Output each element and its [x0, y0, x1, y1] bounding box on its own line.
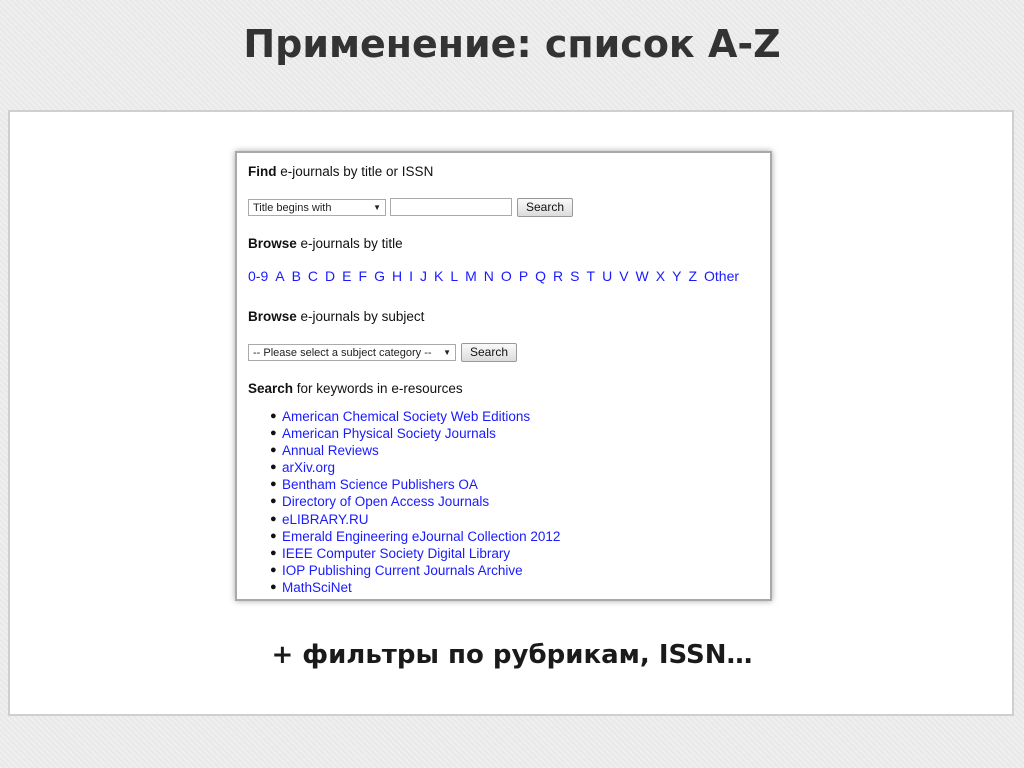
az-link-b[interactable]: B [291, 268, 301, 284]
bullet-icon: ● [270, 546, 277, 559]
resource-link[interactable]: arXiv.org [282, 460, 336, 476]
resource-link[interactable]: Annual Reviews [282, 443, 379, 459]
bullet-icon: ● [270, 444, 277, 457]
resource-list-item [248, 425, 560, 442]
title-mode-select-value: Title begins with [253, 202, 332, 214]
az-link-e[interactable]: E [342, 268, 352, 284]
keywords-heading-rest: for keywords in e-resources [293, 381, 463, 396]
browse-subject-heading-rest: e-journals by subject [296, 309, 425, 324]
browse-title-heading [248, 236, 403, 251]
az-link-g[interactable]: G [374, 268, 385, 284]
az-letter-links [248, 268, 739, 284]
az-link-q[interactable]: Q [535, 268, 547, 284]
az-link-z[interactable]: Z [688, 268, 698, 284]
resource-list-item [248, 408, 560, 425]
resource-link[interactable]: American Chemical Society Web Editions [282, 409, 531, 424]
find-heading [248, 164, 433, 179]
resource-link[interactable]: Emerald Engineering eJournal Collection 2012 [282, 528, 561, 544]
browse-title-heading-bold: Browse [248, 236, 297, 251]
bullet-icon: ● [270, 461, 277, 474]
az-link-h[interactable]: H [391, 268, 403, 284]
keywords-heading [248, 381, 463, 396]
resource-list-item [248, 511, 560, 528]
find-heading-bold: Find [248, 164, 277, 179]
bullet-icon: ● [270, 580, 277, 593]
resource-link[interactable]: IOP Publishing Current Journals Archive [282, 562, 523, 578]
ejournal-screenshot [235, 151, 772, 601]
az-link-j[interactable]: J [419, 268, 427, 284]
az-link-f[interactable]: F [358, 268, 368, 284]
bullet-icon: ● [270, 563, 277, 576]
resource-list-item [248, 442, 560, 459]
browse-subject-heading [248, 309, 424, 324]
resource-link[interactable]: MathSciNet [282, 579, 352, 595]
resource-link[interactable]: Bentham Science Publishers OA [282, 477, 478, 493]
az-link-l[interactable]: L [450, 268, 459, 284]
keywords-heading-bold: Search [248, 381, 294, 396]
az-link-x[interactable]: X [655, 268, 666, 284]
subject-category-select-value: -- Please select a subject category -- [253, 347, 432, 359]
browse-title-heading-rest: e-journals by title [296, 236, 403, 251]
az-link-k[interactable]: K [433, 268, 444, 284]
bullet-icon: ● [270, 529, 277, 542]
az-link-t[interactable]: T [586, 268, 596, 284]
resource-link[interactable]: eLIBRARY.RU [282, 511, 369, 527]
az-link-o[interactable]: O [500, 268, 512, 284]
browse-subject-heading-bold: Browse [248, 309, 297, 324]
az-link-m[interactable]: M [465, 268, 477, 284]
find-heading-rest: e-journals by title or ISSN [276, 164, 434, 179]
bullet-icon: ● [270, 495, 277, 508]
chevron-down-icon: ▼ [443, 348, 451, 357]
slide-footer-note: + фильтры по рубрикам, ISSN… [271, 640, 753, 670]
az-link-v[interactable]: V [619, 268, 629, 284]
bullet-icon: ● [270, 427, 277, 440]
slide-title: Применение: список A-Z [243, 22, 781, 66]
resource-list-item [248, 579, 560, 596]
az-link-s[interactable]: S [570, 268, 580, 284]
resource-list [248, 408, 560, 596]
az-link-a[interactable]: A [275, 268, 285, 284]
bullet-icon: ● [270, 512, 277, 525]
az-link-c[interactable]: C [307, 268, 319, 284]
az-link-i[interactable]: I [409, 268, 413, 284]
bullet-icon: ● [270, 478, 277, 491]
resource-list-item [248, 545, 560, 562]
az-link-y[interactable]: Y [672, 268, 682, 284]
az-link-d[interactable]: D [325, 268, 336, 284]
resource-link[interactable]: IEEE Computer Society Digital Library [282, 545, 511, 561]
az-link-p[interactable]: P [518, 268, 529, 284]
chevron-down-icon: ▼ [373, 203, 381, 212]
resource-list-item [248, 476, 560, 493]
resource-link[interactable]: Directory of Open Access Journals [282, 494, 490, 510]
az-link-n[interactable]: N [483, 268, 494, 284]
az-link-w[interactable]: W [635, 268, 649, 284]
az-link-u[interactable]: U [602, 268, 613, 284]
bullet-icon: ● [270, 410, 277, 422]
title-search-button[interactable]: Search [517, 198, 573, 217]
az-link-r[interactable]: R [553, 268, 564, 284]
subject-category-select[interactable] [248, 344, 456, 361]
title-mode-select[interactable] [248, 199, 386, 216]
resource-list-item [248, 493, 560, 510]
resource-link[interactable]: American Physical Society Journals [282, 426, 496, 442]
resource-list-item [248, 562, 560, 579]
az-link-0-9[interactable]: 0-9 [248, 268, 269, 284]
az-link-other[interactable]: Other [704, 268, 740, 284]
title-search-input[interactable] [390, 198, 512, 216]
subject-search-button[interactable]: Search [461, 343, 517, 362]
resource-list-item [248, 459, 560, 476]
resource-list-item [248, 528, 560, 545]
